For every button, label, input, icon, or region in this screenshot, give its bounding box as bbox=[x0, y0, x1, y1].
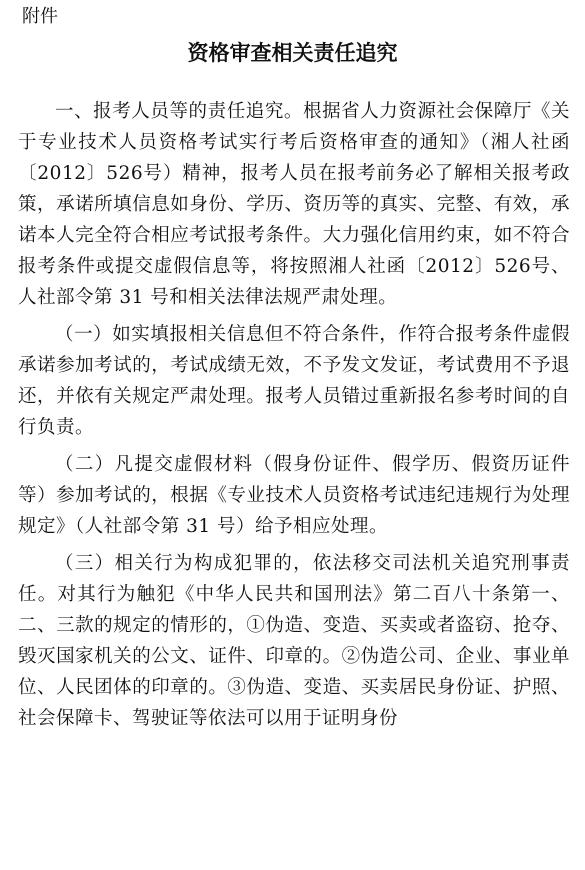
attachment-label: 附件 bbox=[22, 6, 58, 27]
paragraph-item-2: （二）凡提交虚假材料（假身份证件、假学历、假资历证件等）参加考试的，根据《专业技术人员资格考试违纪违规行为处理规定》（人社部令第 31 号）给予相应处理。 bbox=[18, 454, 570, 537]
document-title: 资格审查相关责任追究 bbox=[187, 41, 398, 65]
document-body bbox=[18, 96, 570, 740]
paragraph-item-1: （一）如实填报相关信息但不符合条件，作符合报考条件虚假承诺参加考试的，考试成绩无效，不予发文发证，考试费用不予退还，并依有关规定严肃处理。报考人员错过重新报名参考时间的自行负责。 bbox=[18, 324, 570, 438]
paragraph-responsibility: 一、报考人员等的责任追究。根据省人力资源社会保障厅《关于专业技术人员资格考试实行考后资格审查的通知》（湘人社函〔2012〕526号）精神，报考人员在报考前务必了解相关报考政策，承诺所填信息如身份、学历、资历等的真实、完整、有效，承诺本人完全符合相应考试报考条件。大力强化信用约束，如不符合报考条件或提交虚假信息等，将按照湘人社函〔2012〕526号、人社部令第 31 号和相关法律法规严肃处理。 bbox=[18, 101, 570, 308]
paragraph-item-3: （三）相关行为构成犯罪的，依法移交司法机关追究刑事责任。对其行为触犯《中华人民共和国刑法》第二百八十条第一、二、三款的规定的情形的，①伪造、变造、买卖或者盗窃、抢夺、毁灭国家机关的公文、证件、印章的。②伪造公司、企业、事业单位、人民团体的印章的。③伪造、变造、买卖居民身份证、护照、社会保障卡、驾驶证等依法可以用于证明身份 bbox=[18, 553, 570, 729]
